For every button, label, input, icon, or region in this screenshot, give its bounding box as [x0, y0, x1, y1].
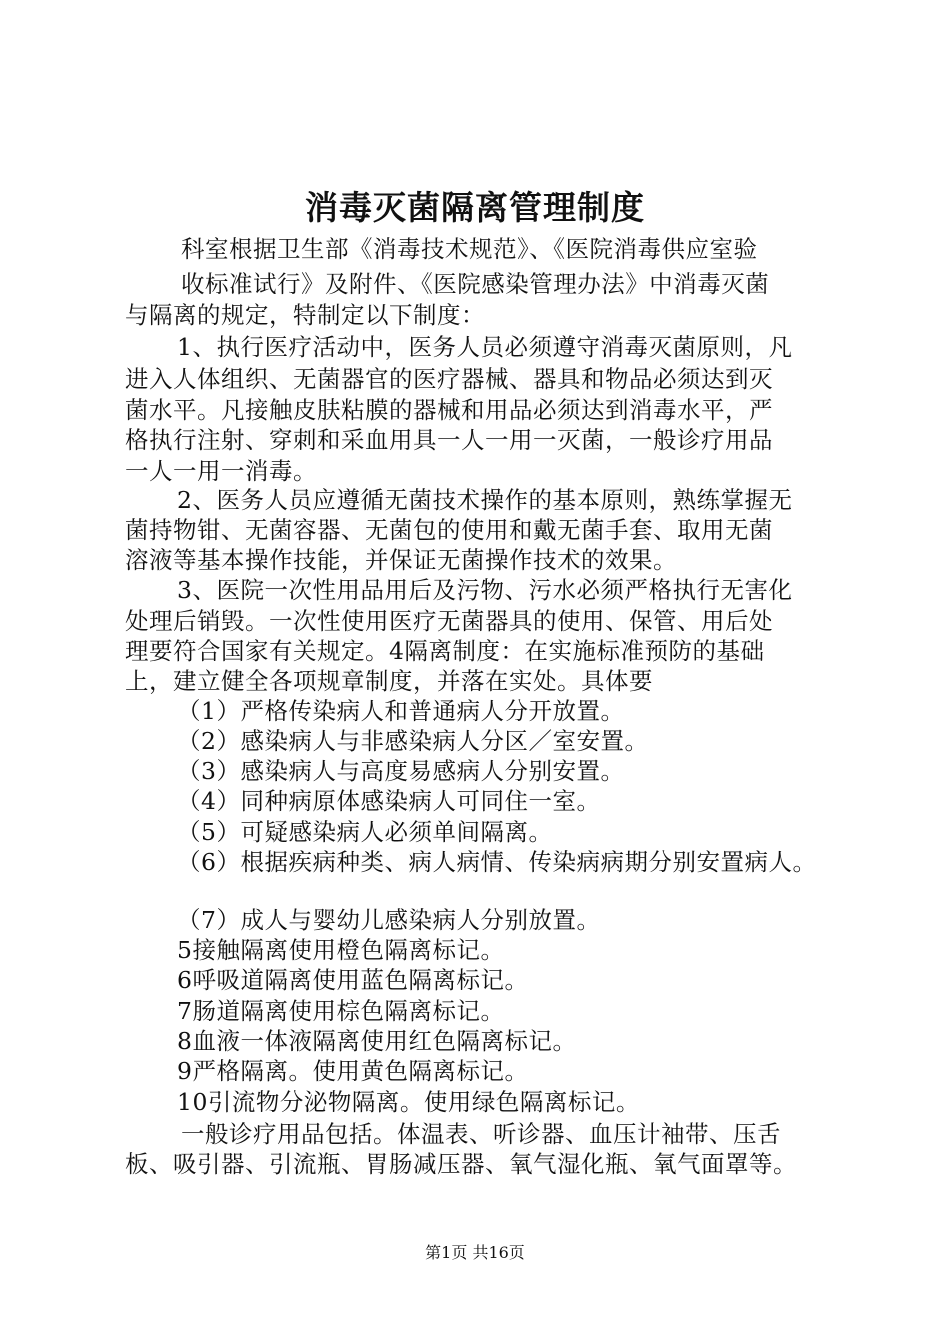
list-item: （2）感染病人与非感染病人分区／室安置。	[177, 727, 649, 755]
list-item: 7肠道隔离使用棕色隔离标记。	[177, 997, 505, 1025]
body-line: 上，建立健全各项规章制度，并落在实处。具体要	[125, 667, 653, 695]
body-line: 菌水平。凡接触皮肤粘膜的器械和用品必须达到消毒水平，严	[125, 396, 773, 424]
body-line: 与隔离的规定，特制定以下制度：	[125, 301, 485, 329]
body-line: 板、吸引器、引流瓶、胃肠减压器、氧气湿化瓶、氧气面罩等。	[125, 1150, 797, 1178]
body-line: 溶液等基本操作技能，并保证无菌操作技术的效果。	[125, 546, 677, 574]
document-title: 消毒灭菌隔离管理制度	[305, 188, 645, 227]
body-line: 理要符合国家有关规定。4隔离制度：在实施标准预防的基础	[125, 637, 765, 665]
page-number: 第1页 共16页	[425, 1243, 525, 1262]
body-line: 3、医院一次性用品用后及污物、污水必须严格执行无害化	[177, 576, 793, 604]
body-line: 进入人体组织、无菌器官的医疗器械、器具和物品必须达到灭	[125, 365, 773, 393]
list-item: （6）根据疾病种类、病人病情、传染病病期分别安置病人。	[177, 848, 817, 876]
list-item: 9严格隔离。使用黄色隔离标记。	[177, 1057, 529, 1085]
body-line: 菌持物钳、无菌容器、无菌包的使用和戴无菌手套、取用无菌	[125, 516, 773, 544]
body-line: 处理后销毁。一次性使用医疗无菌器具的使用、保管、用后处	[125, 607, 773, 635]
list-item: （1）严格传染病人和普通病人分开放置。	[177, 697, 625, 725]
body-line: 2、医务人员应遵循无菌技术操作的基本原则，熟练掌握无	[177, 486, 793, 514]
list-item: （5）可疑感染病人必须单间隔离。	[177, 818, 553, 846]
body-line: 一人一用一消毒。	[125, 457, 317, 485]
list-item: 10引流物分泌物隔离。使用绿色隔离标记。	[177, 1088, 640, 1116]
body-line: 格执行注射、穿刺和采血用具一人一用一灭菌，一般诊疗用品	[125, 426, 773, 454]
list-item: （3）感染病人与高度易感病人分别安置。	[177, 757, 625, 785]
body-line: 1、执行医疗活动中，医务人员必须遵守消毒灭菌原则，凡	[177, 333, 793, 361]
list-item: 5接触隔离使用橙色隔离标记。	[177, 936, 505, 964]
body-line: 科室根据卫生部《消毒技术规范》、《医院消毒供应室验	[181, 235, 758, 263]
body-line: 一般诊疗用品包括。体温表、听诊器、血压计袖带、压舌	[181, 1120, 781, 1148]
list-item: （7）成人与婴幼儿感染病人分别放置。	[177, 906, 601, 934]
list-item: 8血液一体液隔离使用红色隔离标记。	[177, 1027, 577, 1055]
list-item: （4）同种病原体感染病人可同住一室。	[177, 787, 601, 815]
body-line: 收标准试行》及附件、《医院感染管理办法》中消毒灭菌	[181, 270, 770, 298]
list-item: 6呼吸道隔离使用蓝色隔离标记。	[177, 966, 529, 994]
